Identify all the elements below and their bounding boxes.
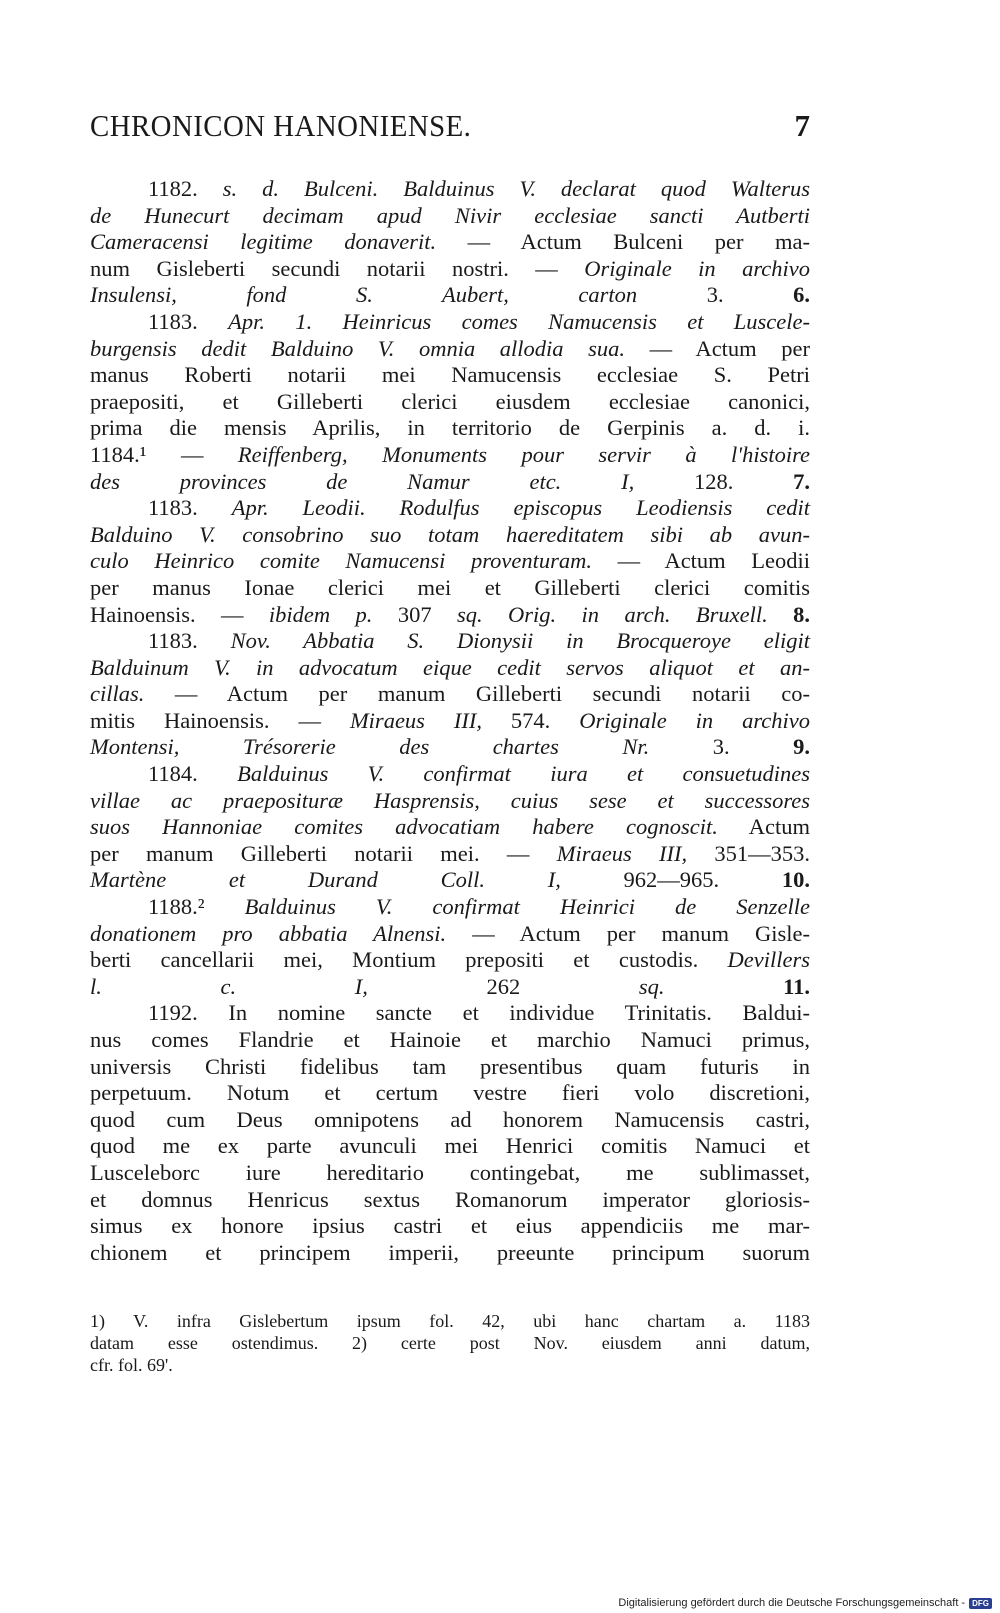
entry-8-line: 1183. Apr. Leodii. Rodulfus episcopus Leodiensis cedit (148, 495, 810, 521)
entry-7-line: praepositi, et Gilleberti clerici eiusdem ecclesiae canonici, (90, 388, 810, 414)
charter-line: et domnus Henricus sextus Romanorum imperator gloriosis- (90, 1186, 810, 1212)
charter-line: simus ex honore ipsius castri et eius appendiciis me mar- (90, 1213, 810, 1239)
entry-9-line: Montensi, Trésorerie des chartes Nr. 3. 9. (90, 734, 810, 760)
charter-line: chionem et principem imperii, preeunte principum suorum (90, 1239, 810, 1265)
entry-8-line: Hainoensis. — ibidem p. 307 sq. Orig. in arch. Bruxell. 8. (90, 601, 810, 627)
digitization-credit (618, 1597, 992, 1609)
entry-6-line: num Gisleberti secundi notarii nostri. — Originale in archivo (90, 255, 810, 281)
entry-7-line: burgensis dedit Balduino V. omnia allodia sua. — Actum per (90, 335, 810, 361)
entry-11-line: donationem pro abbatia Alnensi. — Actum per manum Gisle- (90, 920, 810, 946)
entry-6-line: Insulensi, fond S. Aubert, carton 3. 6. (90, 282, 811, 308)
entry-number: 10. (781, 867, 811, 893)
entry-6-line: de Hunecurt decimam apud Nivir ecclesiae sancti Autberti (90, 202, 810, 228)
running-header (90, 108, 810, 144)
entry-9-line: mitis Hainoensis. — Miraeus III, 574. Originale in archivo (90, 707, 810, 733)
footnote-line: cfr. fol. 69'. (90, 1355, 173, 1375)
entry-10-line: villae ac praeposituræ Hasprensis, cuius sese et successores (90, 787, 810, 813)
charter-line: Lusceleborc iure hereditario contingebat, me sublimasset, (90, 1159, 810, 1185)
entry-10-line: 1184. Balduinus V. confirmat iura et consuetudines (148, 761, 811, 787)
dfg-logo: DFG (969, 1598, 992, 1609)
charter-line: nus comes Flandrie et Hainoie et marchio Namuci primus, (90, 1027, 810, 1052)
entry-10-line: per manum Gilleberti notarii mei. — Miraeus III, 351—353. (90, 840, 810, 866)
footnote-line: datam esse ostendimus. 2) certe post Nov. eiusdem anni datum, (90, 1333, 810, 1353)
entry-number: 9. (793, 734, 810, 760)
charter-line: universis Christi fidelibus tam presentibus quam futuris in (90, 1053, 810, 1079)
charter-line: 1192. In nomine sancte et individue Trinitatis. Baldui- (148, 1000, 810, 1026)
entry-8-line: per manus Ionae clerici mei et Gilleberti clerici comitis (90, 574, 810, 600)
page-number: 7 (794, 108, 810, 143)
entry-11-line: 1188.² Balduinus V. confirmat Heinrici de Senzelle (148, 894, 810, 920)
entry-6-line: Cameracensi legitime donaverit. — Actum Bulceni per ma- (90, 229, 810, 255)
charter-line: perpetuum. Notum et certum vestre fieri volo discretioni, (90, 1080, 810, 1106)
entry-6-line: 1182. s. d. Bulceni. Balduinus V. declarat quod Walterus (148, 176, 811, 201)
entry-number: 7. (793, 468, 810, 494)
footnote-line: 1) V. infra Gislebertum ipsum fol. 42, ubi hanc chartam a. 1183 (90, 1311, 810, 1331)
entry-7-line: prima die mensis Aprilis, in territorio de Gerpinis a. d. i. (90, 415, 810, 441)
text-body (90, 176, 810, 1266)
entry-8-line: culo Heinrico comite Namucensi proventuram. — Actum Leodii (90, 548, 810, 574)
entry-number: 11. (783, 973, 811, 999)
entry-10-line: Martène et Durand Coll. I, 962—965. 10. (90, 867, 811, 893)
entry-7-line: manus Roberti notarii mei Namucensis ecclesiae S. Petri (90, 362, 810, 388)
charter-line: quod me ex parte avunculi mei Henrici comitis Namuci et (90, 1133, 810, 1159)
entry-number: 6. (793, 282, 811, 308)
entry-9-line: cillas. — Actum per manum Gilleberti secundi notarii co- (90, 681, 810, 707)
credit-text: Digitalisierung gefördert durch die Deutsche Forschungsgemeinschaft - (618, 1597, 966, 1609)
entry-7-line: 1184.¹ — Reiffenberg, Monuments pour servir à l'histoire (90, 441, 810, 467)
entry-9-line: 1183. Nov. Abbatia S. Dionysii in Brocqueroye eligit (148, 628, 811, 654)
charter-line: quod cum Deus omnipotens ad honorem Namucensis castri, (90, 1106, 810, 1132)
entry-7-line: des provinces de Namur etc. I, 128. 7. (90, 468, 810, 494)
entry-7-line: 1183. Apr. 1. Heinricus comes Namucensis et Luscele- (148, 308, 810, 334)
entry-number: 8. (793, 601, 810, 627)
entry-11-line: berti cancellarii mei, Montium prepositi et custodis. Devillers (90, 947, 810, 973)
entry-10-line: suos Hannoniae comites advocatiam habere cognoscit. Actum (90, 814, 810, 840)
entry-8-line: Balduino V. consobrino suo totam haereditatem sibi ab avun- (90, 521, 810, 547)
entry-11-line: l. c. I, 262 sq. 11. (90, 973, 811, 999)
footnotes (90, 1310, 810, 1376)
page-title: CHRONICON HANONIENSE. (90, 108, 472, 143)
entry-9-line: Balduinum V. in advocatum eique cedit servos aliquot et an- (90, 654, 810, 680)
